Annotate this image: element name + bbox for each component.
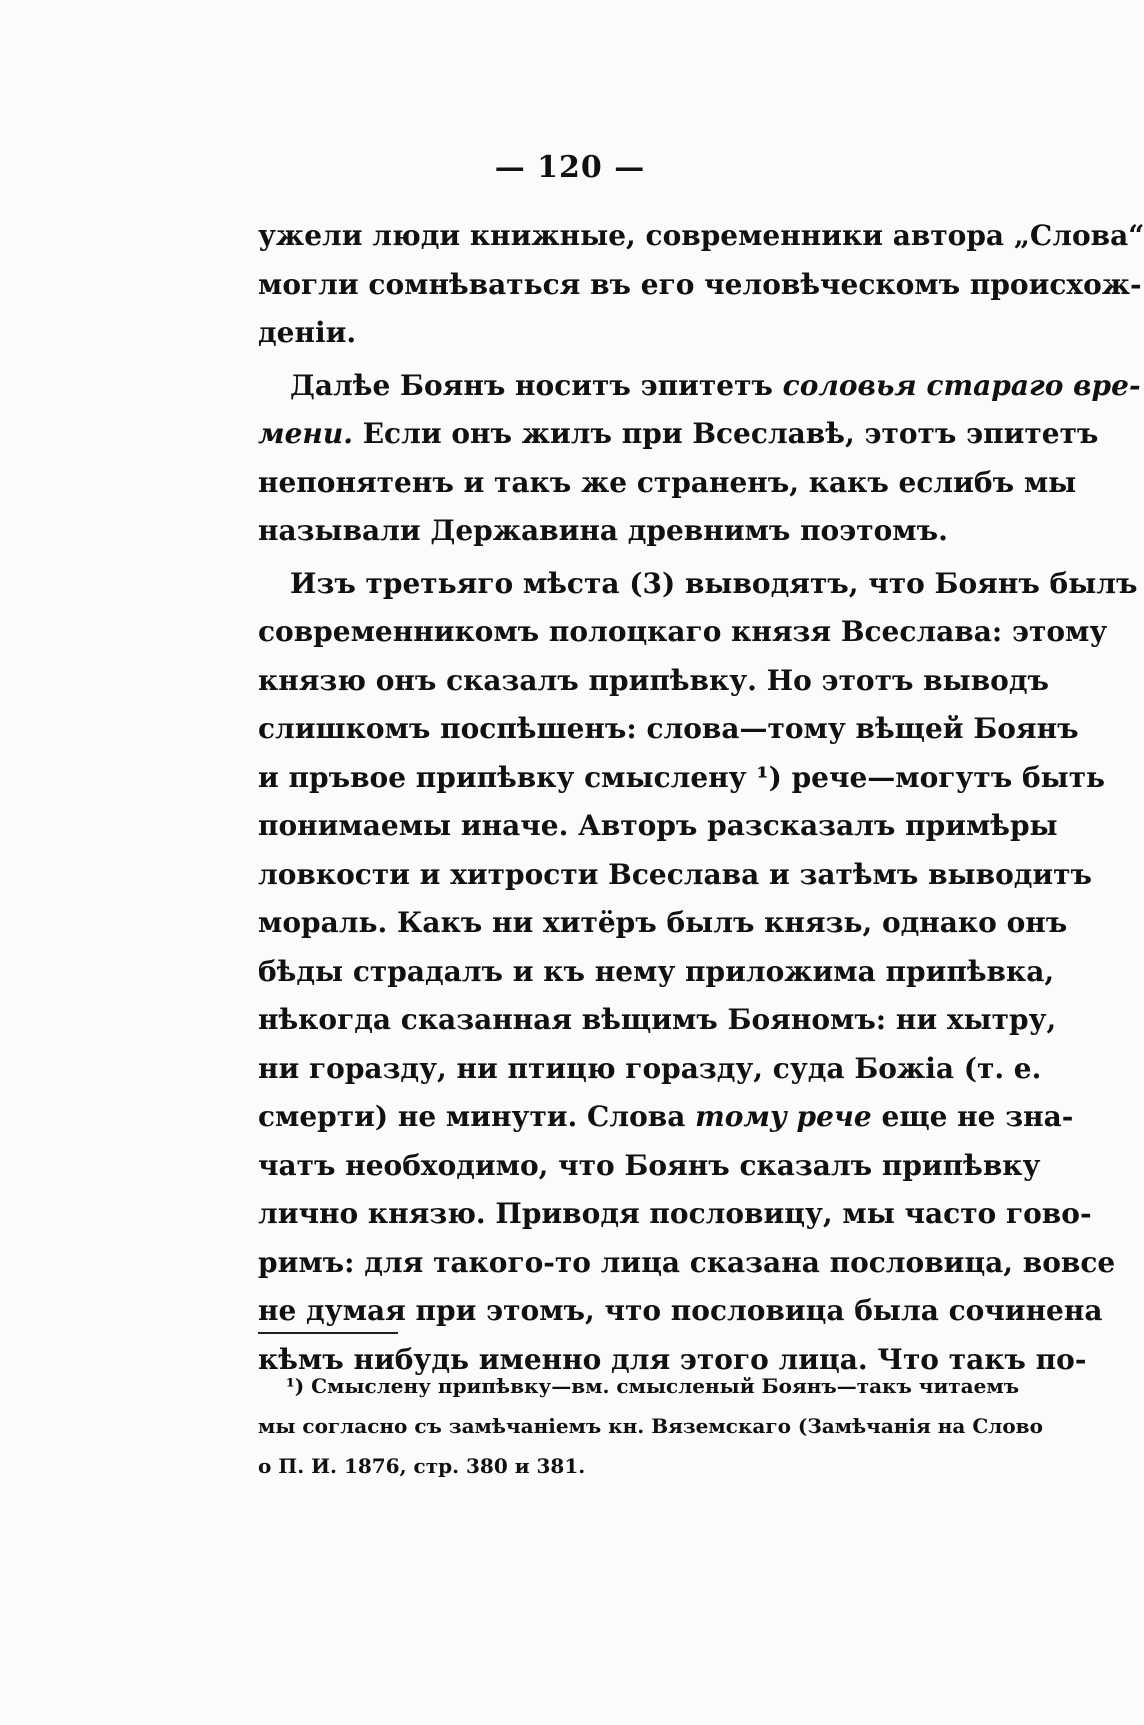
paragraph-3 — [258, 560, 1138, 1385]
text-run: еще не зна- — [871, 1100, 1074, 1133]
text-line: мораль. Какъ ни хитёръ былъ князь, однако онъ — [258, 906, 1068, 939]
text-run: Далѣе Боянъ носитъ эпитетъ — [290, 368, 783, 402]
text-line: понимаемы иначе. Авторъ разсказалъ примѣры — [258, 809, 1058, 842]
text-line: современникомъ полоцкаго князя Всеслава: этому — [258, 615, 1108, 648]
page-number: — 120 — — [494, 150, 646, 185]
text-line: называли Державина древнимъ поэтомъ. — [258, 514, 948, 547]
footnote-line: о П. И. 1876, стр. 380 и 381. — [258, 1454, 586, 1478]
text-line: не думая при этомъ, что пословица была сочинена — [258, 1294, 1103, 1327]
paragraph-2 — [258, 362, 1141, 556]
text-line: деніи. — [258, 316, 357, 349]
text-line — [258, 362, 1141, 411]
text-line: князю онъ сказалъ припѣвку. Но этотъ выводъ — [258, 663, 1049, 697]
text-line: непонятенъ и такъ же страненъ, какъ еслибъ мы — [258, 465, 1077, 499]
italic-phrase: соловья стараго вре- — [782, 368, 1141, 402]
footnote-divider — [258, 1332, 398, 1334]
text-line: ловкости и хитрости Всеслава и затѣмъ выводитъ — [258, 857, 1093, 891]
text-line: кѣмъ нибудь именно для этого лица. Что такъ по- — [258, 1342, 1087, 1376]
footnote-line: мы согласно съ замѣчаніемъ кн. Вяземскаго (Замѣчанія на Слово — [258, 1414, 1043, 1438]
text-line: могли сомнѣваться въ его человѣческомъ происхож- — [258, 267, 1142, 301]
italic-phrase: мени. — [258, 417, 353, 450]
text-line: и пръвое припѣвку смыслену ¹) рече—могутъ быть — [258, 760, 1106, 794]
italic-phrase: тому рече — [695, 1100, 872, 1133]
text-line — [258, 410, 1099, 459]
text-line: бѣды страдалъ и къ нему приложима припѣвка, — [258, 954, 1055, 988]
text-line: ни горазду, ни птицю горазду, суда Божіа (т. е. — [258, 1051, 1042, 1085]
text-line: слишкомъ поспѣшенъ: слова—тому вѣщей Боянъ — [258, 712, 1079, 745]
text-run: смерти) не минути. Слова — [258, 1100, 696, 1133]
body-text — [258, 212, 1144, 1388]
text-line: ужели люди книжные, современники автора „Слова“ — [258, 219, 1144, 252]
text-line: римъ: для такого-то лица сказана пословица, вовсе — [258, 1245, 1116, 1279]
text-line: чатъ необходимо, что Боянъ сказалъ припѣвку — [258, 1148, 1041, 1182]
text-line: лично князю. Приводя пословицу, мы часто гово- — [258, 1197, 1092, 1230]
text-line: Изъ третьяго мѣста (3) выводятъ, что Боянъ былъ — [290, 566, 1138, 600]
paragraph-1 — [258, 212, 1144, 358]
text-line: нѣкогда сказанная вѣщимъ Бояномъ: ни хытру, — [258, 1003, 1057, 1036]
footnote-line: ¹) Смыслену припѣвку—вм. смысленый Боянъ—такъ читаемъ — [286, 1374, 1020, 1398]
text-run: Если онъ жилъ при Всеславѣ, этотъ эпитетъ — [352, 417, 1099, 450]
text-line — [258, 1093, 1074, 1142]
footnote — [258, 1366, 1043, 1486]
